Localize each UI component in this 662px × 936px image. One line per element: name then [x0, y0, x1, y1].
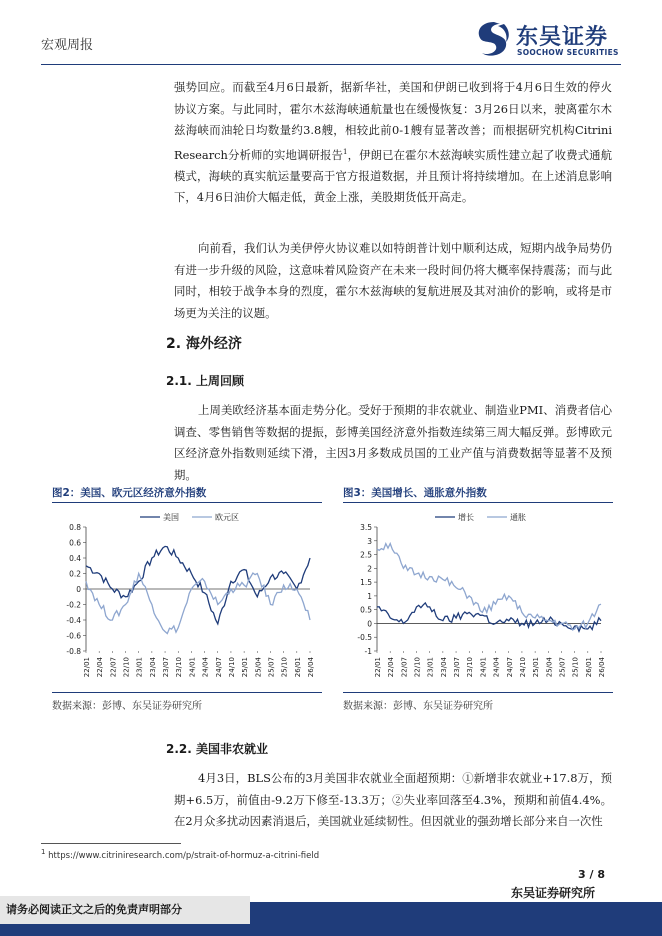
y-tick-label: 0.4 — [69, 554, 81, 563]
x-tick-label: 25/07 — [558, 657, 567, 678]
x-tick-label: 23/10 — [175, 657, 184, 678]
paragraph-1-text: 强势回应。而截至4月6日最新，据新华社，美国和伊朗已收到将于4月6日生效的停火协议方案。与此同时，霍尔木兹海峡通航量也在缓慢恢复：3月26日以来，驶离霍尔木兹海峡而油轮日均数量约3.8艘，相较此前0-1艘有显著改善；而根据研究机构Citrini Research分析师的实地调研报告 — [174, 80, 612, 162]
x-tick-label: 26/04 — [307, 657, 315, 678]
paragraph-2: 向前看，我们认为美伊停火协议难以如特朗普计划中顺利达成，短期内战争局势仍有进一步升级的风险，这意味着风险资产在未来一段时间仍将大概率保持震荡；而与此同时，相较于战争本身的烈度，霍尔木兹海峡的复航进展及其对油价的影响，或将是市场更为关注的议题。 — [174, 241, 612, 320]
y-tick-label: 1 — [367, 591, 372, 601]
x-tick-label: 25/10 — [571, 657, 580, 678]
x-tick-label: 23/07 — [453, 657, 462, 678]
figure-2-source: 数据来源：彭博、东吴证券研究所 — [52, 701, 202, 712]
legend-label: 美国 — [163, 513, 179, 522]
figure-3-source: 数据来源：彭博、东吴证券研究所 — [343, 701, 493, 712]
x-tick-label: 22/07 — [400, 657, 409, 678]
paragraph-3: 上周美欧经济基本面走势分化。受好于预期的非农就业、制造业PMI、消费者信心调查、零售销售等数据的提振，彭博美国经济意外指数连续第三周大幅反弹。彭博欧元区经济意外指数则延续下滑，主因3月多数成员国的工业产值与消费数据等显著不及预期。 — [174, 403, 612, 482]
paragraph-1-text-end: ，伊朗已在霍尔木兹海峡实质性建立起了收费式通航模式，海峡的真实航运量要高于官方报道数据，并且预计将持续增加。在上述消息影响下，4月6日油价大幅走低，黄金上涨，美股期货低开高走。 — [174, 147, 612, 205]
x-tick-label: 23/04 — [439, 657, 448, 678]
footnote-divider — [41, 843, 181, 844]
figure-2-title: 图2：美国、欧元区经济意外指数 — [52, 487, 207, 499]
logo-en-text: SOOCHOW SECURITIES — [517, 48, 619, 57]
x-tick-label: 24/04 — [492, 657, 501, 678]
figure-3-svg — [343, 505, 613, 690]
footnote-link[interactable]: https://www.citriniresearch.com/p/strait-of-hormuz-a-citrini-field — [48, 850, 320, 861]
y-tick-label: 3 — [367, 536, 372, 546]
x-tick-label: 22/10 — [413, 657, 422, 678]
section-heading-2-1: 2.1. 上周回顾 — [166, 374, 244, 388]
series-line-欧元区 — [86, 573, 310, 633]
y-tick-label: 0 — [76, 585, 81, 594]
legend-label: 增长 — [458, 513, 474, 522]
y-tick-label: 0.8 — [69, 523, 81, 532]
x-tick-label: 24/10 — [227, 657, 236, 678]
x-tick-label: 24/07 — [505, 657, 514, 678]
y-tick-label: 0 — [367, 619, 372, 629]
logo-mark-icon — [474, 20, 512, 58]
logo-cn-text: 东吴证券 — [516, 25, 609, 50]
x-tick-label: 24/04 — [201, 657, 210, 678]
footnote-number: 1 — [41, 848, 46, 856]
y-tick-label: 0.6 — [69, 538, 81, 548]
x-tick-label: 25/04 — [254, 657, 263, 678]
x-tick-label: 23/01 — [426, 657, 435, 678]
figure-3-title-line — [343, 502, 613, 503]
y-tick-label: 0.5 — [360, 605, 372, 615]
x-tick-label: 23/10 — [466, 657, 475, 678]
x-tick-label: 26/01 — [584, 657, 593, 678]
header-divider — [41, 64, 621, 65]
figure-3-title: 图3：美国增长、通胀意外指数 — [343, 487, 487, 499]
x-tick-label: 24/01 — [188, 657, 197, 678]
x-tick-label: 25/04 — [545, 657, 554, 678]
figure-2-svg — [52, 505, 322, 690]
y-tick-label: -0.5 — [357, 633, 372, 643]
x-tick-label: 22/04 — [387, 657, 396, 678]
company-logo — [474, 18, 624, 62]
y-tick-label: 0.2 — [69, 569, 81, 579]
footnote — [41, 848, 319, 861]
paragraph-1 — [174, 77, 612, 209]
y-tick-label: -0.4 — [66, 616, 81, 625]
figure-2-title-line — [52, 502, 322, 503]
x-tick-label: 23/01 — [135, 657, 144, 678]
x-tick-label: 22/04 — [96, 657, 105, 678]
section-heading-2-2: 2.2. 美国非农就业 — [166, 742, 268, 756]
legend-label: 欧元区 — [215, 513, 239, 522]
figure-3-bottom-line — [343, 692, 613, 693]
section-heading-2: 2. 海外经济 — [166, 336, 242, 352]
x-tick-label: 22/07 — [109, 657, 118, 678]
x-tick-label: 26/04 — [598, 657, 606, 678]
y-tick-label: 3.5 — [360, 523, 372, 532]
x-tick-label: 25/07 — [267, 657, 276, 678]
page-header-tag: 宏观周报 — [41, 38, 94, 53]
y-tick-label: 2.5 — [360, 550, 372, 560]
x-tick-label: 22/01 — [83, 657, 91, 678]
x-tick-label: 25/01 — [532, 657, 541, 678]
footer-org: 东吴证券研究所 — [511, 886, 596, 900]
page-number: 3 / 8 — [578, 868, 605, 881]
x-tick-label: 24/10 — [518, 657, 527, 678]
y-tick-label: 1.5 — [360, 578, 372, 588]
x-tick-label: 26/01 — [293, 657, 302, 678]
x-tick-label: 24/07 — [214, 657, 223, 678]
y-tick-label: -0.6 — [66, 631, 81, 641]
x-tick-label: 23/04 — [148, 657, 157, 678]
figure-2-bottom-line — [52, 692, 322, 693]
x-tick-label: 22/01 — [374, 657, 382, 678]
y-tick-label: -1 — [364, 647, 372, 656]
x-tick-label: 25/01 — [241, 657, 250, 678]
y-tick-label: 2 — [367, 564, 372, 574]
x-tick-label: 23/07 — [162, 657, 171, 678]
x-tick-label: 24/01 — [479, 657, 488, 678]
figure-2-chart — [52, 505, 322, 694]
footer-disclaimer: 请务必阅读正文之后的免责声明部分 — [6, 903, 182, 916]
legend-label: 通胀 — [510, 513, 526, 522]
figure-3-chart — [343, 505, 613, 694]
y-tick-label: -0.2 — [66, 600, 81, 610]
x-tick-label: 22/10 — [122, 657, 131, 678]
footnote-ref[interactable]: 1 — [342, 147, 348, 156]
x-tick-label: 25/10 — [280, 657, 289, 678]
series-line-通胀 — [377, 544, 601, 631]
y-tick-label: -0.8 — [66, 647, 81, 656]
paragraph-4: 4月3日，BLS公布的3月美国非农就业全面超预期：①新增非农就业+17.8万，预期+6.5万，前值由-9.2万下修至-13.3万；②失业率回落至4.3%，预期和前值4.4%。在2月众多扰动因素消退后，美国就业延续韧性。但因就业的强劲增长部分来自一次性 — [174, 771, 612, 828]
